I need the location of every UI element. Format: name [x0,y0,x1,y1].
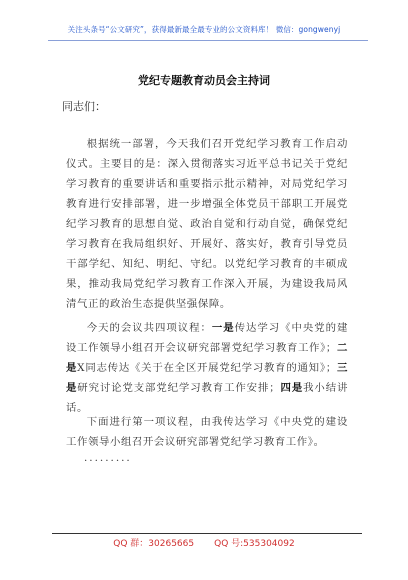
footer-banner [0,536,408,549]
paragraph-agenda [66,318,348,418]
agenda-item-3: 研究讨论党支部党纪学习教育工作安排； [77,382,281,394]
paragraph-first-item: 下面进行第一项议程，由我传达学习《中央党的建设工作领导小组召开会议研究部署党纪学习教育工作》。 [66,416,348,448]
agenda-item-1: 传达学习《中央党的建设工作领导小组召开会议研究部署党纪学习教育工作》； [66,322,349,354]
header-divider [48,40,368,41]
agenda-item-2-label: 二是 [66,342,348,374]
agenda-item-1-label: 一是 [211,322,235,334]
document-title: 党纪专题教育动员会主持词 [138,74,270,87]
salutation: 同志们： [62,100,106,113]
agenda-intro: 今天的会议共四项议程： [86,322,212,334]
ellipsis: ......... [84,452,132,464]
footer-divider [52,533,362,534]
footer-qq-number: QQ 号:535304092 [214,539,295,549]
agenda-item-2: X同志传达《关于在全区开展党纪学习教育的通知》； [77,362,337,374]
agenda-item-4: 我小结讲话。 [66,382,348,414]
footer-qq-group: QQ 群：30265665 [113,539,195,549]
agenda-item-3-label: 三是 [66,362,348,394]
header-banner: 关注头条号“公文研究”，获得最新最全最专业的公文资料库！ 微信：gongwenyj [67,25,341,34]
agenda-item-4-label: 四是 [280,382,304,394]
paragraph-opening: 根据统一部署，今天我们召开党纪学习教育工作启动仪式。主要目的是：深入贯彻落实习近平总书记关于党纪学习教育的重要讲话和重要指示批示精神，对局党纪学习教育进行安排部署，进一步增强全体党员干部职工开展党纪学习教育的思想自觉、政治自觉和行动自觉，确保党纪学习教育在我局组织好、开展好、落实好，教育引导党员干部学纪、知纪、明纪、守纪。以党纪学习教育的丰硕成果，推动我局党纪学习教育工作深入开展，为建设我局风清气正的政治生态提供坚强保障。 [66,138,348,310]
